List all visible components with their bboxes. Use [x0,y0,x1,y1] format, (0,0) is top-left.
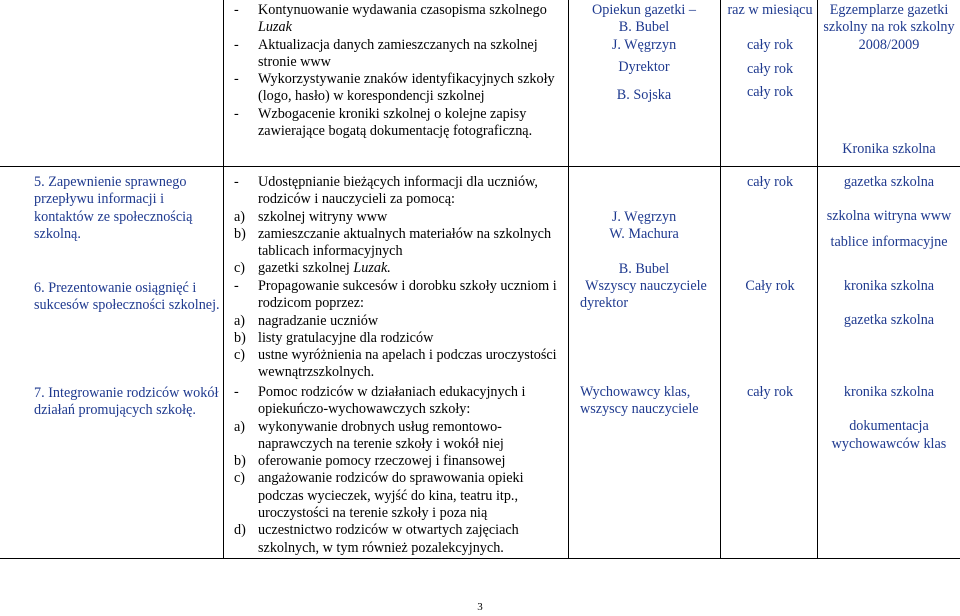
task-cell [234,278,566,382]
task-text: angażowanie rodziców do sprawowania opieki podczas wycieczek, wyjść do kina, teatru itp., uroczystości na terenie szkoły i poza nią [258,470,524,522]
list-item [234,470,566,522]
top-evidence-cell [820,2,958,54]
list-marker: b) [234,225,246,242]
timing-text: cały rok [746,60,794,77]
timing-text: cały rok [746,37,794,54]
list-item [234,226,566,261]
task-text: Aktualizacja danych zamieszczanych na szkolnej stronie www [258,36,538,70]
timing-cell [724,384,816,401]
list-marker: - [234,2,239,18]
task-text: wykonywanie drobnych usług remontowo-naprawczych na terenie szkoły i wokół niej [258,418,504,452]
top-task-list [234,2,566,140]
goal-text: 6. Prezentowanie osiągnięć i sukcesów społeczności szkolnej. [34,280,220,314]
responsible-name: Dyrektor [618,58,670,75]
responsible-name: Wychowawcy klas, wszyscy nauczyciele [580,384,699,418]
page-number: 3 [477,601,483,613]
goal-cell [6,280,220,315]
magazine-title: Luzak. [353,260,391,277]
column-divider [568,0,569,558]
evidence-text: gazetka szkolna [843,174,935,190]
list-marker: b) [234,453,246,470]
evidence-cell [818,278,960,330]
task-text: Kontynuowanie wydawania czasopisma szkolnego [258,2,547,18]
list-item [234,209,566,226]
goal-text: 5. Zapewnienie sprawnego przepływu informacji i kontaktów ze społecznością szkolną. [34,174,193,242]
evidence-text: Kronika szkolna [842,141,936,157]
responsible-cell [572,278,720,313]
task-intro: Propagowanie sukcesów i dorobku szkoły uczniom i rodzicom poprzez: [258,278,557,312]
list-marker: c) [234,470,246,487]
evidence-text: tablice informacyjne [830,233,948,250]
top-evidence-cell [820,141,958,158]
task-text: szkolnej witryny www [258,208,388,225]
list-item [234,522,566,557]
task-text: uczestnictwo rodziców w otwartych zajęciach szkolnych, w tym również pozalekcyjnych. [258,522,519,556]
responsible-name: B. Bubel [618,19,670,36]
list-item [234,2,566,37]
list-item [234,106,566,141]
goal-cell [6,174,220,243]
list-marker: - [234,105,239,122]
evidence-cell [818,384,960,453]
responsible-name: Opiekun gazetki – [591,2,696,18]
timing-cell [724,278,816,295]
evidence-text: kronika szkolna [843,384,935,400]
row-divider [0,166,960,167]
evidence-cell [818,174,960,251]
list-item [234,278,566,313]
row-divider [0,558,960,559]
evidence-text: gazetka szkolna [843,312,935,329]
list-marker: - [234,71,239,88]
list-item [234,453,566,470]
responsible-cell [574,209,714,278]
responsible-name: J. Węgrzyn [611,36,677,53]
column-divider [223,0,224,558]
task-text: nagradzanie uczniów [258,312,379,329]
goal-text: 7. Integrowanie rodziców wokół działań promujących szkołę. [34,385,219,419]
list-marker: a) [234,208,246,225]
responsible-name: J. Węgrzyn [611,209,677,225]
task-cell [234,174,566,278]
responsible-name: B. Sojska [616,87,672,104]
list-marker: - [234,174,239,190]
task-text: Wzbogacenie kroniki szkolnej o kolejne zapisy zawierające bogatą dokumentację fotograficzną. [258,105,533,140]
goal-cell [6,385,220,420]
evidence-text: szkolna witryna www [826,208,952,225]
top-timing-cell [724,2,816,101]
list-marker: - [234,36,239,53]
evidence-text: Egzemplarze gazetki szkolny na rok szkolny 2008/2009 [823,2,955,53]
timing-cell [724,174,816,191]
timing-text: cały rok [746,384,794,400]
list-marker: - [234,384,239,400]
list-marker: b) [234,329,246,346]
list-item [234,37,566,72]
task-text: listy gratulacyjne dla rodziców [258,329,434,346]
list-marker: c) [234,347,246,364]
top-responsible-cell [574,2,714,104]
list-item [234,419,566,454]
list-marker: - [234,278,239,294]
list-marker: a) [234,418,246,435]
evidence-text: dokumentacja wychowawców klas [831,418,947,452]
list-item [234,71,566,106]
list-marker: c) [234,260,246,277]
timing-text: Cały rok [745,278,795,294]
list-marker: a) [234,312,246,329]
task-intro: Pomoc rodziców w działaniach edukacyjnych i opiekuńczo-wychowawczych szkoły: [258,384,526,418]
list-item [234,347,566,382]
evidence-text: kronika szkolna [843,278,935,294]
list-marker: d) [234,522,246,539]
responsible-name: B. Bubel [618,260,670,277]
timing-text: cały rok [746,83,794,100]
responsible-cell [580,384,716,419]
timing-text: raz w miesiącu [727,2,813,18]
responsible-name: W. Machura [609,226,679,243]
task-text: zamieszczanie aktualnych materiałów na szkolnych tablicach informacyjnych [258,225,552,260]
column-divider [720,0,721,558]
task-text: oferowanie pomocy rzeczowej i finansowej [258,453,506,470]
list-item [234,313,566,330]
task-text: ustne wyróżnienia na apelach i podczas uroczystości wewnątrzszkolnych. [258,347,557,381]
list-item [234,330,566,347]
task-intro: Udostępnianie bieżących informacji dla uczniów, rodziców i nauczycieli za pomocą: [258,174,538,208]
task-text: gazetki szkolnej [258,260,354,277]
list-item [234,174,566,209]
task-text: Wykorzystywanie znaków identyfikacyjnych szkoły (logo, hasło) w korespondencji szkolnej [258,71,555,105]
magazine-title: Luzak [258,19,292,36]
list-item [234,260,566,277]
list-item [234,384,566,419]
responsible-name: dyrektor [580,295,629,312]
task-cell [234,384,566,557]
timing-text: cały rok [746,174,794,190]
responsible-name: Wszyscy nauczyciele [585,278,707,294]
